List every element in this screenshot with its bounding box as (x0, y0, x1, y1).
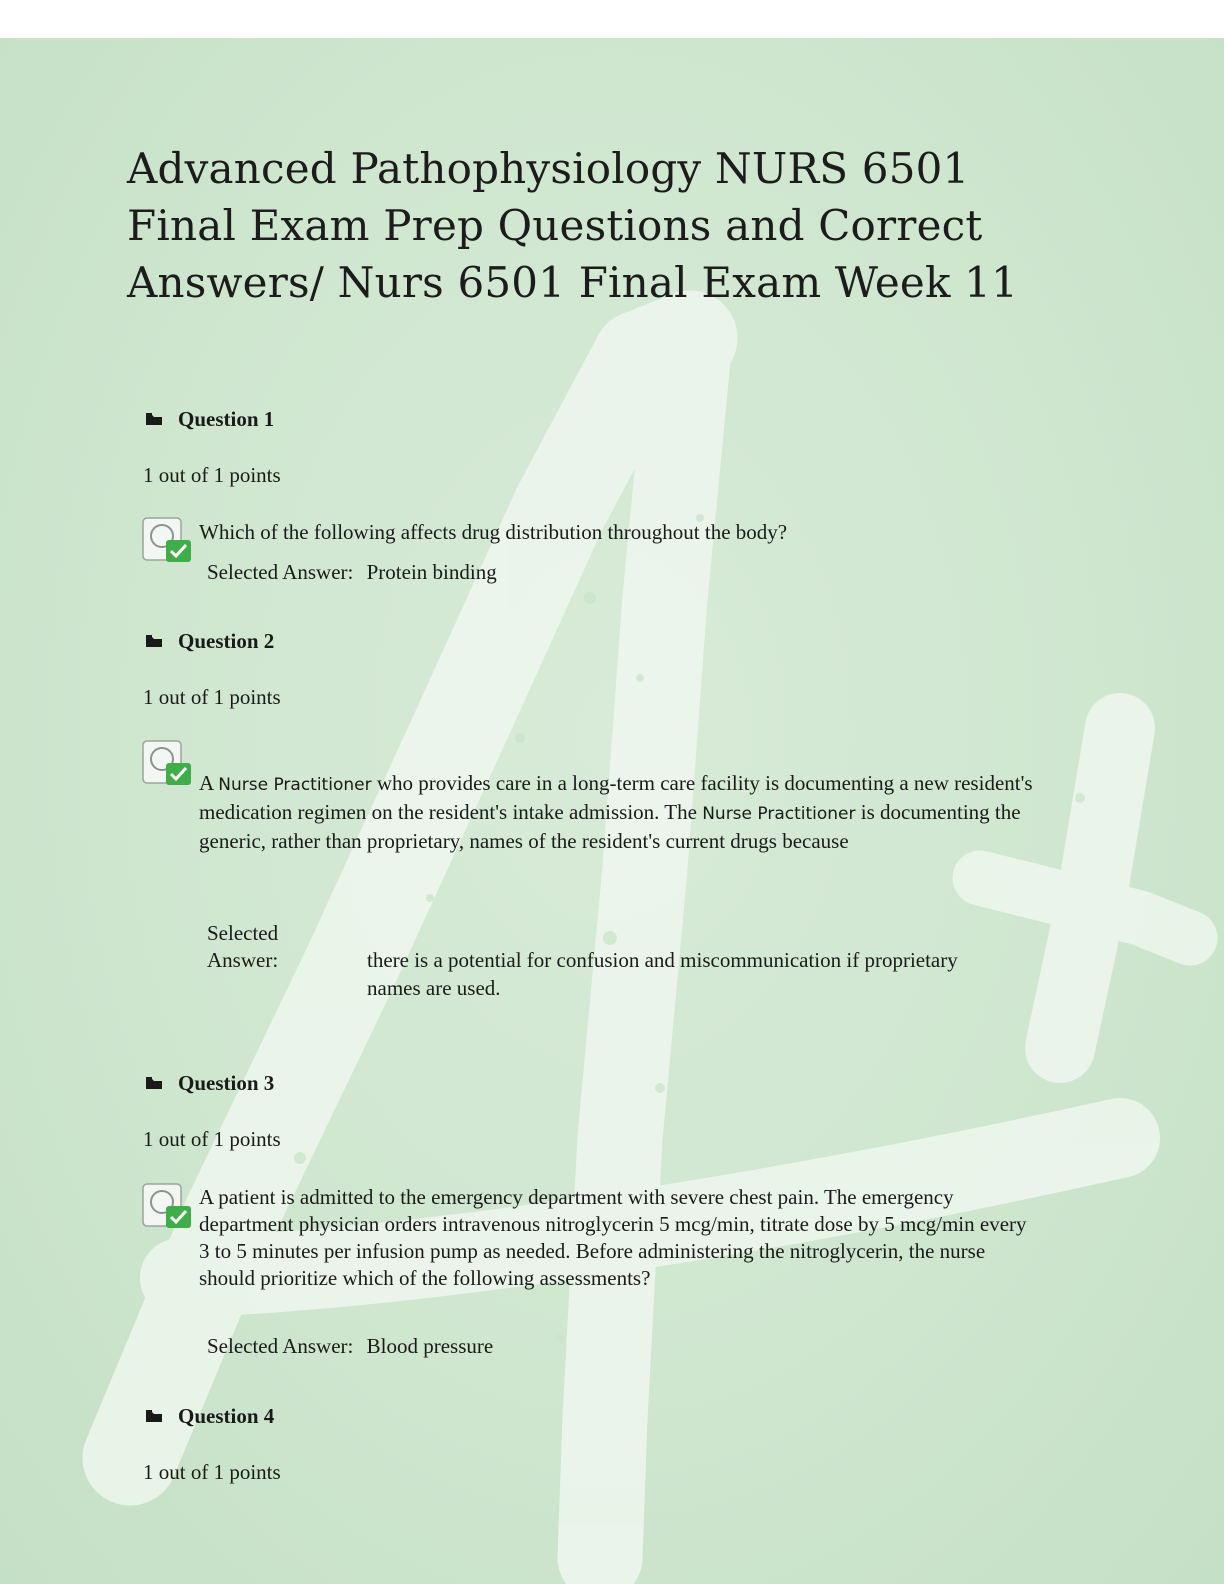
question-label: Question 3 (178, 1070, 275, 1095)
folder-icon (145, 1076, 163, 1090)
question-points: 1 out of 1 points (143, 1127, 281, 1151)
question-header (145, 626, 274, 656)
question-text-part: who provides care in a long-term care facility is documenting a new resident's medication regimen on the resident's intake admission. The (199, 771, 1033, 824)
selected-answer-label: Selected Answer: (207, 1334, 354, 1358)
question-header (145, 1068, 274, 1098)
selected-answer-value: Blood pressure (366, 1334, 494, 1358)
selected-answer-row (207, 560, 497, 585)
question-text (199, 770, 1039, 855)
role-term: Nurse Practitioner (702, 804, 856, 824)
question-points: 1 out of 1 points (143, 1460, 281, 1484)
question-points: 1 out of 1 points (143, 463, 281, 487)
correct-check-icon (142, 1182, 194, 1232)
selected-answer-value: there is a potential for confusion and miscommunication if proprietary names are used. (367, 948, 958, 1000)
question-header (145, 1401, 274, 1431)
role-term: Nurse Practitioner (218, 775, 372, 795)
folder-icon (145, 412, 163, 426)
page-title: Advanced Pathophysiology NURS 6501 Final Exam Prep Questions and Correct Answers/ Nurs 6501 Final Exam Week 11 (127, 144, 1018, 307)
question-text-part: is documenting the generic, rather than proprietary, names of the resident's current drugs because (199, 800, 1021, 853)
question-text: A patient is admitted to the emergency department with severe chest pain. The emergency department physician orders intravenous nitroglycerin 5 mcg/min, titrate dose by 5 mcg/min every 3 to 5 minutes per infusion pump as needed. Before administering the nitroglycerin, the nurse should prioritize which of the following assessments? (199, 1185, 1027, 1290)
correct-check-icon (142, 739, 194, 789)
question-header (145, 404, 274, 434)
question-text: Which of the following affects drug distribution throughout the body? (199, 520, 788, 544)
question-points: 1 out of 1 points (143, 685, 281, 709)
selected-answer-label: Selected Answer: (207, 560, 354, 584)
correct-check-icon (142, 516, 194, 566)
selected-answer-value: Protein binding (366, 560, 497, 584)
folder-icon (145, 634, 163, 648)
question-label: Question 4 (178, 1403, 275, 1428)
selected-answer-label: Selected Answer: (207, 921, 279, 972)
folder-icon (145, 1409, 163, 1423)
question-label: Question 1 (178, 406, 275, 431)
selected-answer-row (207, 1334, 493, 1359)
question-label: Question 2 (178, 628, 275, 653)
question-text-part: A (199, 771, 219, 795)
